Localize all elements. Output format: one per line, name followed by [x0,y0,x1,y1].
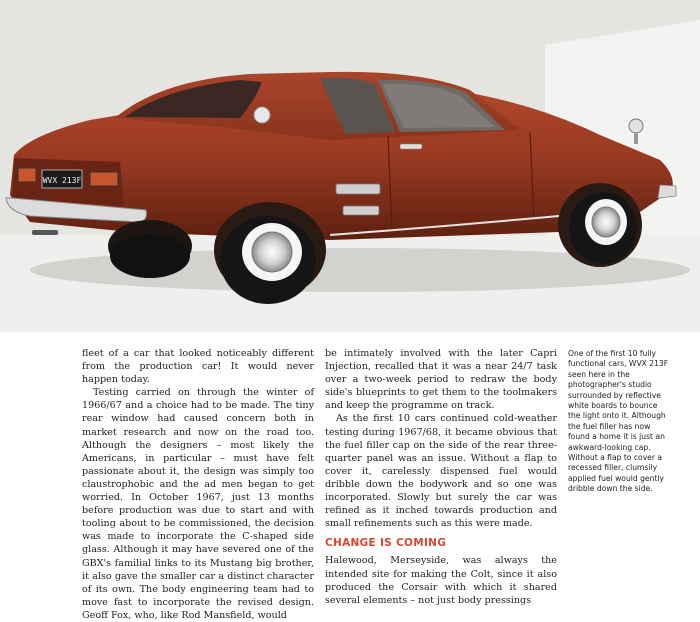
section-subheading: CHANGE IS COMING [325,537,447,550]
fuel-cap [254,107,270,123]
far-rear-wheel [110,234,190,278]
side-vent-lower [343,206,379,215]
col1-paragraph-2: Testing carried on through the winter of 1966/67 and a choice had to be made. The tiny rear window had caused concern both in market research and now on the road too. Although the designers – most likely the Americans, in particular – must have felt passionate about it, the design was simply too claustrophobic and the ad men began to get worried. In October 1967, just 13 months before production was due to start and with tooling about to be commissioned, the decision was made to incorporate the C-shaped side glass. Although it may have severed one of the GBX's familial links to its Mustang big brother, it also gave the smaller car a distinct character of its own. The body engineering team had to move fast to incorporate the revised design. Geoff Fox, who, like Rod Mansfield, would [82,387,314,621]
col2-paragraph-3: Halewood, Merseyside, was always the intended site for making the Colt, since it also produced the Corsair with which it shared several elements – not just body pressings [325,555,557,606]
front-wheel [569,192,637,264]
photo-caption: One of the first 10 fully functional cars, WVX 213F seen here in the photographer's studio surrounded by reflective white boards to bounce the light onto it. Although the fuel filler has now found a home it is just an awkward-looking cap. Without a flap to cover a recessed filler, clumsily applied fuel would gently dribble down the side. [568,349,669,494]
plate-text: WVX 213F [42,176,82,185]
wing-mirror [629,119,643,133]
rear-wheel [220,216,316,304]
door-handle [400,144,422,149]
col2-paragraph-1: be intimately involved with the later Capri Injection, recalled that it was a near 24/7 task over a two-week period to redraw the body side's blueprints to get them to the toolmakers and keep the programme on track. [325,348,557,412]
col2-paragraph-2: As the first 10 cars continued cold-weather testing during 1967/68, it became obvious that the fuel filler cap on the side of the rear three-quarter panel was an issue. Without a flap to cover it, carelessly dispensed fuel would dribble down the bodywork and so one was incorporated. Slowly but surely the car was refined as it inched towards production and small refinements such as this were made. [325,413,557,530]
text-column-1 [82,347,314,622]
text-column-2 [325,347,557,607]
side-vent-upper [336,184,380,194]
col1-paragraph-1: fleet of a car that looked noticeably different from the production car! It would never happen today. [82,348,314,386]
